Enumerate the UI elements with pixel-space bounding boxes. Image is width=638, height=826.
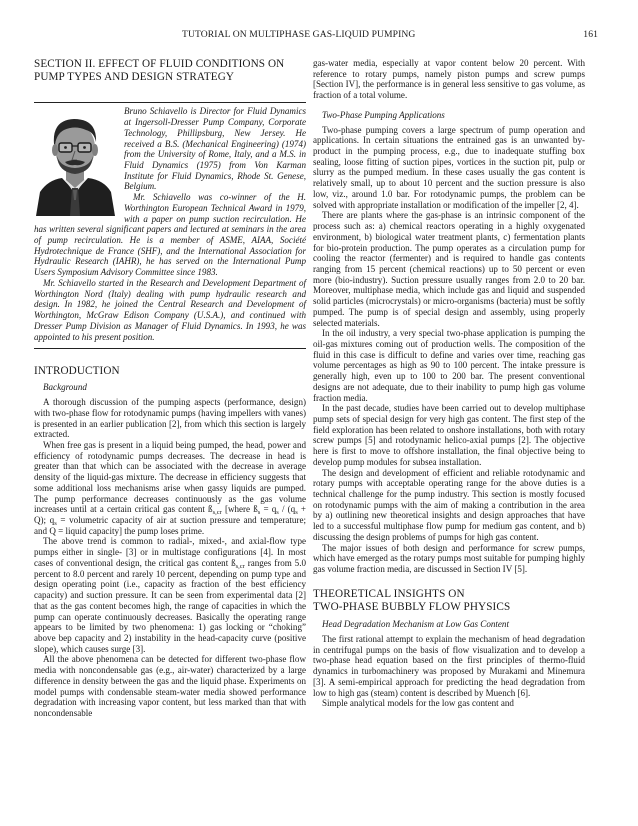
p2-text-c: = q xyxy=(260,504,277,515)
p3-text-b: ranges from 5.0 percent to 8.0 percent and rarely 10 percent, depending on pump type and design operating point (i.e., capacity as fraction of the best efficiency capacity) and suction pressure. It can be seen from experimental data [2] that as the gas content becomes high, the range of capacities in which the pump can operate continuously decreases. Basically the operating range appears to be limited by two phenomena: 1) gas locking or “choking” above bep capacity and 2) instability in the head-capacity curve (positive slope), which causes surge [3]. xyxy=(34,557,306,654)
right-paragraph-1: gas-water media, especially at vapor content below 20 percent. With reference to rotary pumps, namely piston pumps and screw pumps [Section IV], the performance is in general less sensitive to gas volume, as fraction of a total volume. xyxy=(313,58,585,101)
theory-title-line-2: TWO-PHASE BUBBLY FLOW PHYSICS xyxy=(313,600,511,613)
p2-sub-5: s xyxy=(54,520,57,528)
intro-paragraph-2 xyxy=(34,440,306,536)
head-degradation-heading: Head Degradation Mechanism at Low Gas Content xyxy=(322,619,509,630)
right-paragraph-4: In the oil industry, a very special two-phase application is pumping the oil-gas mixtures coming out of production wells. The composition of the fluid in this case is difficult to define and varies over time, reaching gas volume percentages as high as 90 to 100 percent. The intake pressure is generally high, even up to 100 to 200 bar. The present conventional designs are not adequate, due to their inability to pump high gas volume fraction media. xyxy=(313,328,585,403)
right-paragraph-9: Simple analytical models for the low gas content and xyxy=(322,698,514,709)
bio-paragraph-3: Mr. Schiavello started in the Research and Development Department of Worthington Nord (Italy) dealing with pump hydraulic research and design. In 1982, he joined the Central Research and Development of Worthington, McGraw Edison Company (U.S.A.), and continued with Dresser Pump Division as Manager of Fluid Dynamics. In 1993, he was appointed to his present position. xyxy=(34,277,306,342)
p3-text-a: The above trend is common to radial-, mixed-, and axial-flow type pumps either in single- [3] or in multistage configurations [4]. In most cases of conventional design, the critical gas content ß xyxy=(34,536,306,568)
intro-paragraph-1: A thorough discussion of the pumping aspects (performance, design) with two-phase flow for rotodynamic pumps (having impellers with vanes) is presented in an earlier publication [2], from which this section is largely extracted. xyxy=(34,397,306,440)
right-paragraph-2: Two-phase pumping covers a large spectrum of pump operation and applications. In certain situations the entrained gas is an unwanted by-product in the pumping process, e.g., due to inadequate stuffing box sealing, loose fitting of suction pipes, vortices in the suction pit, pulp or slurry as the pumped medium. In these cases usually the gas content is relatively small, up to about 10 percent and the suction pressure is also low, viz., around 1.0 bar. For rotodynamic pumps, the problem can be solved with appropriate installation or modification of the impeller [2, 4]. xyxy=(313,124,585,210)
p2-text-d: / (q xyxy=(278,504,296,515)
theory-title-line-1: THEORETICAL INSIGHTS ON xyxy=(313,587,465,600)
p2-sub-4: s xyxy=(295,509,298,517)
right-paragraph-8: The first rational attempt to explain the mechanism of head degradation in centrifugal pumps on the basis of flow visualization and to develop a two-phase head equation based on the first principles of thermo-fluid dynamics in turbomachinery was proposed by Murakami and Minemura [3]. A semi-empirical approach for predicting the head degradation from low to high gas (steam) content is described by Muench [6]. xyxy=(313,633,585,698)
page-number: 161 xyxy=(583,29,598,40)
bio-paragraph-1: Bruno Schiavello is Director for Fluid Dynamics at Ingersoll-Dresser Pump Company, Corporate Technology, Phillipsburg, New Jersey. He received a B.S. (Mechanical Engineering) (1974) from the University of Rome, Italy, and a M.S. in Fluid Dynamics (1975) from Von Karman Institute for Fluid Dynamics, Rhode St. Genese, Belgium. xyxy=(124,106,306,192)
two-phase-applications-heading: Two-Phase Pumping Applications xyxy=(322,109,445,120)
p2-text-b: [where ß xyxy=(221,504,258,515)
background-heading: Background xyxy=(43,382,87,393)
bio-top-rule xyxy=(34,102,306,103)
intro-paragraph-4: All the above phenomena can be detected for different two-phase flow media with noncondensable gas (e.g., air-water) characterized by a large difference in density between the gas and the liquid phase. Experiments on model pumps with condensable steam-water media showed performance degradation with increasing vapor content, but less marked than that with noncondensable xyxy=(34,654,306,718)
p2-sub-1: s,cr xyxy=(212,509,222,517)
p2-text-f: = volumetric capacity of air at suction pressure and temperature; and Q = liquid capacity] the pump loses prime. xyxy=(34,515,306,536)
right-paragraph-5: In the past decade, studies have been carried out to develop multiphase pump sets of special design for very high gas content. The first step of the field exploration has been related to onshore installations, both with rotary screw pumps [5] and rotodynamic helico-axial pumps [2]. The objective here is first to move to offshore installation, the final objective being to develop pump modules for subsea installation. xyxy=(313,403,585,467)
right-paragraph-7: The major issues of both design and performance for screw pumps, which have emerged as the rotary pumps most suitable for pumping highly gas volume fraction media, are discussed in Section IV [5]. xyxy=(313,542,585,575)
author-bio xyxy=(34,106,306,342)
section-title-line-2: PUMP TYPES AND DESIGN STRATEGY xyxy=(34,71,235,84)
p3-sub: s,cr xyxy=(235,562,245,570)
theoretical-insights-heading xyxy=(313,588,585,614)
intro-paragraph-3 xyxy=(34,536,306,654)
right-paragraph-3: There are plants where the gas-phase is an intrinsic component of the process such as: a) chemical reactors operating in a highly oxygenated environment, b) biological water treatment plants, c) fermentation plants for bio-protein production. The pump operates as a circulation pump for cooling the reactor (fermenter) and is required to handle gas contents ranging from 15 percent (chemical reactions) up to 50 percent or even more (bio-industry). Suction pressure usually ranges from 2.0 to 20 bar. Moreover, multiphase media, which include gas and liquid and suspended solid particles (microcrystals) or micro-organisms (bacteria) must be softly pumped. The pump is of special design and assembly, using properly selected materials. xyxy=(313,210,585,328)
p2-text-e: + Q); q xyxy=(34,504,306,526)
right-column xyxy=(313,58,585,709)
author-portrait xyxy=(34,110,116,216)
section-title xyxy=(34,58,306,84)
p2-sub-2: s xyxy=(257,509,261,517)
bio-paragraph-2: Mr. Schiavello was co-winner of the H. Worthington European Technical Award in 1979, with a paper on pump suction recirculation. He has written several significant papers and lectured at seminars in the area of pump recirculation. He is a member of ASME, AIAA, Société Hydrotechnique de France (SHF), and the International Association for Hydraulic Research (IAHR), he has served on the International Pump Users Symposium Advisory Committee since 1983. xyxy=(34,192,306,278)
left-column xyxy=(34,58,306,719)
p2-sub-3: s xyxy=(276,509,279,517)
running-title: TUTORIAL ON MULTIPHASE GAS-LIQUID PUMPING xyxy=(182,29,416,40)
introduction-heading: INTRODUCTION xyxy=(34,365,120,378)
p2-text-a: When free gas is present in a liquid being pumped, the head, power and efficiency of rotodynamic pumps decreases. The decrease in head is greater than that which can be associated with the decrease in average density of the liquid-gas mixture. The decrease in efficiency suggests that some additional loss mechanisms arise when gassy liquids are pumped. The pump performance decreases continuously as the gas volume increases until at a certain critical gas content ß xyxy=(34,440,306,515)
section-title-line-1: SECTION II. EFFECT OF FLUID CONDITIONS ON xyxy=(34,58,285,70)
right-paragraph-6: The design and development of efficient and reliable rotodynamic and rotary pumps with acceptable operating range for the above duties is a technical challenge for the pump industry. This section is mostly focused on rotodynamic pumps with the aim of making a contribution in the area by a) outlining new theoretical insights and design approaches that have led to a successful multiphase flow pump for medium gas content, and b) discussing the design problems of pumps for high gas content. xyxy=(313,467,585,542)
